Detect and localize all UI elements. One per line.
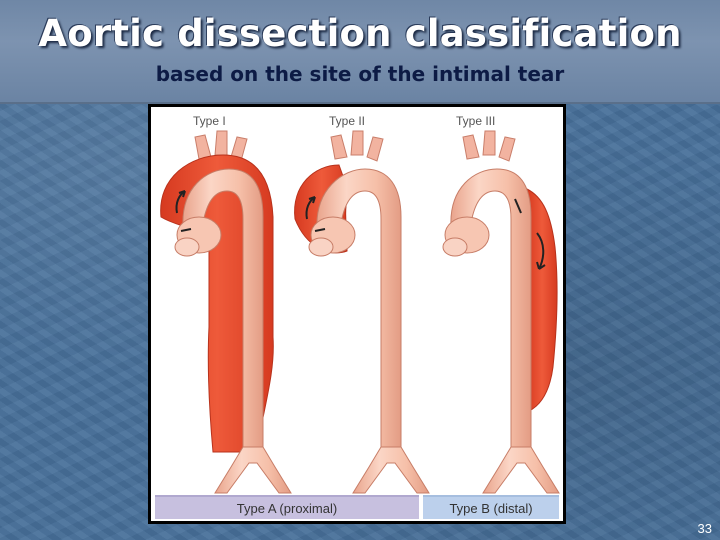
slide-title: Aortic dissection classification	[38, 12, 682, 55]
type-iii-aorta	[443, 131, 559, 493]
slide-subtitle: based on the site of the intimal tear	[155, 62, 565, 86]
aorta-illustrations	[151, 107, 563, 495]
type-b-bar	[423, 495, 559, 519]
type-iii-label: Type III	[456, 114, 496, 128]
type-a-label: Type A (proximal)	[236, 500, 338, 516]
type-ii-label: Type II	[329, 114, 366, 128]
type-a-bar	[155, 495, 419, 519]
dissection-figure	[148, 104, 566, 524]
slide-number: 33	[697, 521, 712, 536]
type-i-aorta	[161, 131, 291, 493]
type-i-label: Type I	[193, 114, 226, 128]
figure-canvas	[151, 107, 563, 521]
type-ii-aorta	[295, 131, 429, 493]
type-b-label: Type B (distal)	[449, 500, 533, 516]
